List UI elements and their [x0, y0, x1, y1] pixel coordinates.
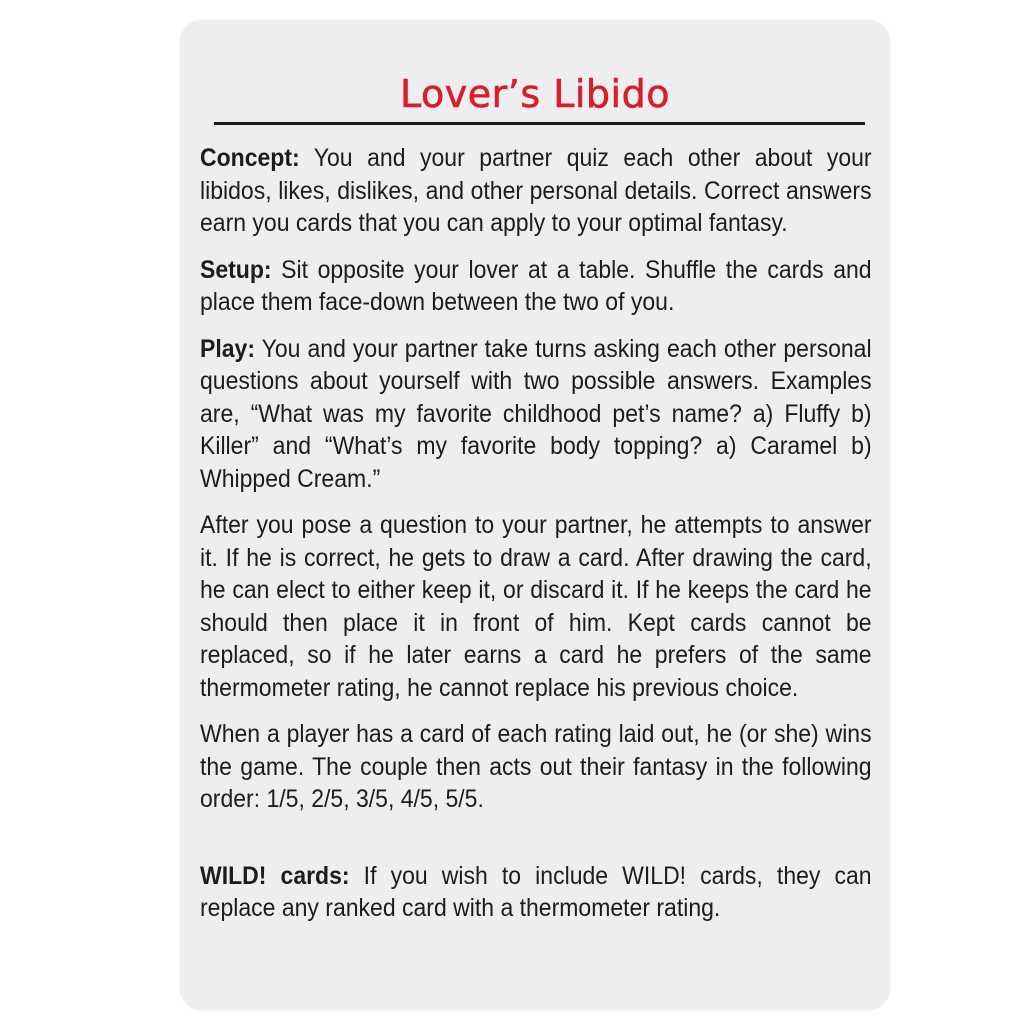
wild-cards-text: If you wish to include WILD! cards, they can replace any ranked card with a thermometer rating.	[200, 861, 872, 922]
draw-rules-paragraph	[200, 509, 872, 704]
setup-heading: Setup:	[200, 255, 272, 284]
setup-paragraph	[200, 254, 872, 319]
winning-paragraph	[200, 718, 872, 816]
play-paragraph	[200, 333, 872, 496]
card-body	[200, 142, 872, 925]
winning-text: When a player has a card of each rating laid out, he (or she) wins the game. The couple then acts out their fantasy in the following order: 1/5, 2/5, 3/5, 4/5, 5/5.	[200, 720, 872, 813]
wild-cards-heading: WILD! cards:	[200, 861, 350, 890]
concept-paragraph	[200, 142, 872, 240]
wild-cards-paragraph	[200, 860, 872, 925]
concept-text: You and your partner quiz each other about your libidos, likes, dislikes, and other personal details. Correct answers earn you cards that you can apply to your optimal fantasy.	[200, 144, 872, 237]
play-text: You and your partner take turns asking each other personal questions about yourself with two possible answers. Examples are, “What was my favorite childhood pet’s name? a) Fluffy b) Killer” and “What’s my favorite body topping? a) Caramel b) Whipped Cream.”	[200, 334, 872, 493]
instruction-card	[180, 20, 890, 1010]
draw-rules-text: After you pose a question to your partner, he attempts to answer it. If he is correct, he gets to draw a card. After drawing the card, he can elect to either keep it, or discard it. If he keeps the card he should then place it in front of him. Kept cards cannot be replaced, so if he later earns a card he prefers of the same thermometer rating, he cannot replace his previous choice.	[200, 511, 872, 702]
concept-heading: Concept:	[200, 144, 300, 172]
setup-text: Sit opposite your lover at a table. Shuffle the cards and place them face-down between the two of you.	[200, 255, 872, 316]
card-title: Lover’s Libido	[400, 72, 670, 116]
title-divider	[214, 122, 865, 125]
play-heading: Play:	[200, 334, 255, 363]
